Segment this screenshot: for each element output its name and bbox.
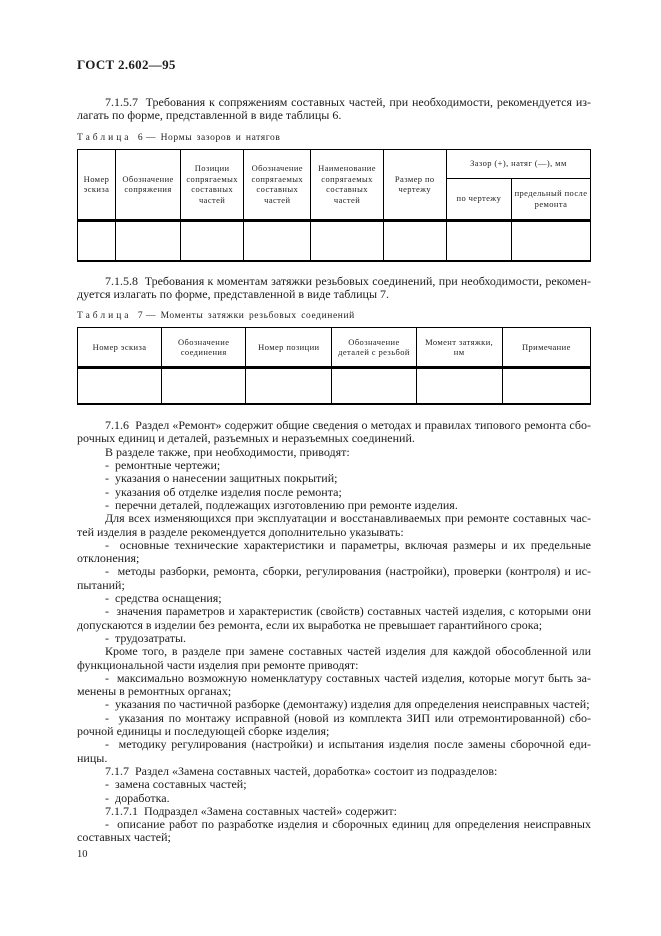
text-line: - ремонтные чертежи;	[105, 458, 221, 473]
table6-caption-word: Таблица	[77, 132, 132, 143]
text-line: - указания по частичной разборке (демонтажу) изделия для определения неисправных частей;	[105, 697, 590, 712]
text-line: менены в ремонтных органах;	[77, 684, 232, 699]
table7-header-moment-zatyazhki: Момент затяжки, нм	[416, 328, 502, 368]
text-line: пытаний;	[77, 577, 125, 592]
table6-caption-number: 6	[137, 132, 144, 143]
table6-empty-cell	[383, 220, 446, 261]
table6-empty-cell	[78, 220, 116, 261]
table7-caption-word: Таблица	[77, 311, 132, 322]
table6-header-naimenovanie: Наименование сопрягаемых составных частей	[311, 149, 383, 220]
text-line: 7.1.5.8 Требования к моментам затяжки резьбовых соединений, при необходимости, рекомен-	[105, 273, 591, 288]
table6-empty-cell	[311, 220, 383, 261]
table6-header-oboznachenie-chastey: Обозначение сопрягаемых составных частей	[244, 149, 311, 220]
table7-empty-cell	[78, 368, 162, 405]
table7-caption-title: — Моменты затяжки резьбовых соединений	[146, 311, 355, 322]
table7-header-oboznachenie-soedineniya: Обозначение соединения	[162, 328, 246, 368]
text-line: - указания об отделке изделия после ремонта;	[105, 484, 342, 499]
text-line: - максимально возможную номенклатуру составных частей изделия, которые могут быть за-	[105, 670, 591, 685]
text-line: отклонения;	[77, 551, 140, 566]
table7-header-primechanie: Примечание	[502, 328, 590, 368]
table6-empty-row	[78, 220, 591, 261]
text-line: рочных единиц и деталей, разъемных и неразъемных соединений.	[77, 431, 415, 446]
table7-empty-cell	[246, 368, 332, 405]
text-line: В разделе также, при необходимости, приводят:	[105, 444, 350, 459]
text-line: - основные технические характеристики и параметры, включая размеры и их предельные	[105, 537, 591, 552]
table6-header-nomer-eskiza: Номер эскиза	[78, 149, 116, 220]
text-line: Кроме того, в разделе при замене составных частей изделия для каждой обособленной или	[105, 644, 591, 659]
paragraph-7-1-5-8	[77, 275, 591, 302]
text-line: функциональной части изделия при ремонте приводят:	[77, 657, 359, 672]
text-line: - указания о нанесении защитных покрытий;	[105, 471, 338, 486]
table6-empty-cell	[446, 220, 511, 261]
table7-empty-cell	[332, 368, 416, 405]
table7-empty-cell	[416, 368, 502, 405]
text-line: составных частей;	[77, 830, 171, 845]
text-line: 7.1.5.7 Требования к сопряжениям составных частей, при необходимости, рекомендуется из-	[105, 95, 591, 109]
text-line: 7.1.6 Раздел «Ремонт» содержит общие сведения о методах и правилах типового ремонта сбо-	[105, 418, 591, 433]
text-line: - средства оснащения;	[105, 591, 222, 606]
text-line: 7.1.7 Раздел «Замена составных частей, доработка» состоит из подразделов:	[105, 763, 498, 778]
text-line: - методы разборки, ремонта, сборки, регулирования (настройки), проверки (контроля) и ис-	[105, 564, 591, 579]
text-line: ницы.	[77, 750, 108, 765]
table6-empty-cell	[244, 220, 311, 261]
table6-subheader-po-chertezhu: по чертежу	[446, 178, 511, 220]
text-line: - перечни деталей, подлежащих изготовлению при ремонте изделия.	[105, 497, 458, 512]
table7-header-nomer-pozicii: Номер позиции	[246, 328, 332, 368]
table7-caption	[77, 311, 591, 321]
text-line: - описание работ по разработке изделия и сборочных единиц для определения неисправных	[105, 817, 591, 832]
table7-empty-cell	[162, 368, 246, 405]
text-line: рочной единицы и последующей сборке изделия;	[77, 724, 330, 739]
table7-empty-row	[78, 368, 591, 405]
table7-header-nomer-eskiza: Номер эскиза	[78, 328, 162, 368]
text-line: - трудозатраты.	[105, 630, 187, 645]
text-line: лагать по форме, представленной в виде таблицы 6.	[77, 108, 342, 123]
table6-header-razmer: Размер по чертежу	[383, 149, 446, 220]
table7	[77, 327, 591, 405]
text-line: - методику регулирования (настройки) и испытания изделия после замены сборочной еди-	[105, 737, 591, 752]
table6-empty-cell	[181, 220, 244, 261]
table6-header-pozicii: Позиции сопрягаемых составных частей	[181, 149, 244, 220]
table6-group-header-zazor: Зазор (+), натяг (—), мм	[446, 149, 590, 178]
table6	[77, 149, 591, 262]
text-line: дуется излагать по форме, представленной в виде таблицы 7.	[77, 286, 390, 301]
text-line: тей изделия в разделе рекомендуется дополнительно указывать:	[77, 524, 404, 539]
text-line: - указания по монтажу исправной (новой из комплекта ЗИП или отремонтированной) сбо-	[105, 710, 591, 725]
table6-caption-title: — Нормы зазоров и натягов	[146, 132, 281, 143]
table7-header-oboznachenie-detaley: Обозначение деталей с резьбой	[332, 328, 416, 368]
doc-header: ГОСТ 2.602—95	[77, 57, 176, 72]
text-line: - замена составных частей;	[105, 777, 247, 792]
page-content	[77, 57, 591, 860]
table7-empty-cell	[502, 368, 590, 405]
table6-header-oboznachenie-sopryazheniya: Обозначение сопряжения	[115, 149, 180, 220]
text-line: 7.1.7.1 Подраздел «Замена составных частей» содержит:	[105, 803, 397, 818]
table7-caption-number: 7	[137, 311, 144, 322]
section-7-1-6-text	[77, 419, 591, 845]
table6-empty-cell	[511, 220, 590, 261]
text-line: - значения параметров и характеристик (свойств) составных частей изделия, с которыми они	[105, 604, 591, 619]
table6-subheader-predelnyi: предельный после ремонта	[511, 178, 590, 220]
table6-caption	[77, 133, 591, 143]
page-number: 10	[77, 848, 88, 860]
text-line: Для всех изменяющихся при эксплуатации и восстанавливаемых при ремонте составных час-	[105, 511, 591, 526]
table6-empty-cell	[115, 220, 180, 261]
text-line: допускаются в изделии без ремонта, если их выработка не превышает гарантийного срока;	[77, 617, 543, 632]
text-line: - доработка.	[105, 790, 170, 805]
paragraph-7-1-5-7	[77, 96, 591, 123]
